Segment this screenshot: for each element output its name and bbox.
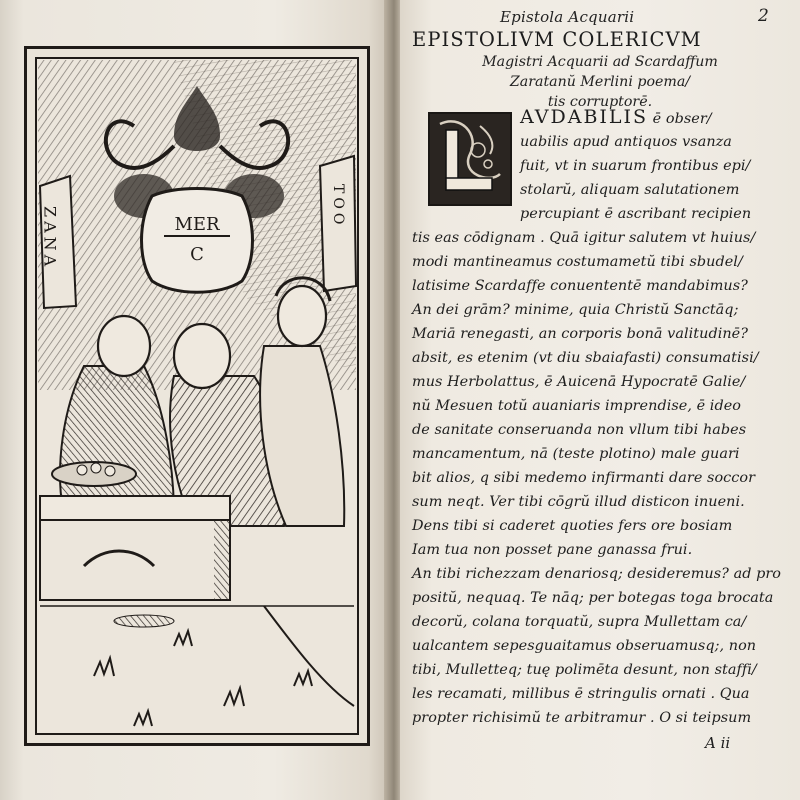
text-line-8: An dei grām? minime, quia Christŭ Sanctāq; <box>412 302 739 318</box>
text-line-3: stolarŭ, aliquam salutationem <box>520 182 740 198</box>
text-line-1: uabilis apud antiquos vsanza <box>520 134 732 150</box>
svg-text:ZANA: ZANA <box>40 206 60 271</box>
svg-text:TOO: TOO <box>330 184 346 229</box>
text-line-23: tibi, Mulletteq; tuę polimēta desunt, non staffi/ <box>412 662 757 678</box>
text-line-21: decorŭ, colana torquatŭ, supra Mullettam ca/ <box>412 614 747 630</box>
decorated-initial-L <box>428 112 512 206</box>
text-line-16: sum neqt. Ver tibi cōgrŭ illud disticon inueni. <box>412 494 745 510</box>
page-number: 2 <box>758 6 769 26</box>
shield-text-top: MER <box>174 214 220 235</box>
subtitle-line-2: Zaratanŭ Merlini poema/ <box>509 74 691 90</box>
subtitle-line-3: tis corruptorē. <box>547 94 653 110</box>
bench <box>40 496 230 600</box>
text-line-19: An tibi richezzam denariosq; desideremus? ad pro <box>412 566 781 582</box>
text-line-13: de sanitate conseruanda non vllum tibi habes <box>412 422 747 438</box>
epistle-title: EPISTOLIVM COLERICVM <box>412 28 702 51</box>
left-page <box>0 0 392 800</box>
text-line-14: mancamentum, nā (teste plotino) male guari <box>412 446 740 462</box>
text-line-15: bit alios, q sibi medemo infirmanti dare soccor <box>412 470 756 486</box>
subtitle-line-1: Magistri Acquarii ad Scardaffum <box>482 54 718 70</box>
text-line-7: latisime Scardaffe conuententē mandabimus? <box>412 278 748 294</box>
shield <box>142 189 253 293</box>
left-banner <box>40 176 76 308</box>
first-word: AVDABILIS <box>520 106 649 128</box>
text-line-12: nŭ Mesuen totŭ auaniaris imprendise, ē ideo <box>412 398 741 414</box>
text-line-0: AVDABILIS ē obser/ <box>520 106 712 128</box>
text-line-2: fuit, vt in suarum frontibus epi/ <box>520 158 751 174</box>
text-line-6: modi mantineamus costumametŭ tibi sbudel/ <box>412 254 743 270</box>
signature-mark: A ii <box>705 734 731 752</box>
shield-text-bottom: C <box>190 244 204 265</box>
ink-bleed-through <box>345 40 385 760</box>
text-line-10: absit, es etenim (vt diu sbaiafasti) consumatisi/ <box>412 350 759 366</box>
text-line-5: tis eas cōdignam . Quā igitur salutem vt huius/ <box>412 230 756 246</box>
text-line-17: Dens tibi si caderet quoties fers ore bosiam <box>412 518 733 534</box>
text-line-4: percupiant ē ascribant recipien <box>520 206 752 222</box>
text-line-25: propter richisimŭ te arbitramur . O si teipsum <box>412 710 752 726</box>
woodcut-illustration <box>24 46 370 746</box>
running-head: Epistola Acquarii <box>500 8 635 26</box>
text-line-20: positŭ, nequaq. Te nāq; per botegas toga brocata <box>412 590 774 606</box>
text-line-24: les recamati, millibus ē stringulis ornati . Qua <box>412 686 750 702</box>
text-line-22: ualcantem sepesguaitamus obseruamusq;, non <box>412 638 757 654</box>
text-line-9: Mariā renegasti, an corporis bonā valitudinē? <box>412 326 749 342</box>
text-line-18: Iam tua non posset pane ganassa frui. <box>412 542 693 558</box>
text-line-11: mus Herbolattus, ē Auicenā Hypocratē Galie/ <box>412 374 746 390</box>
